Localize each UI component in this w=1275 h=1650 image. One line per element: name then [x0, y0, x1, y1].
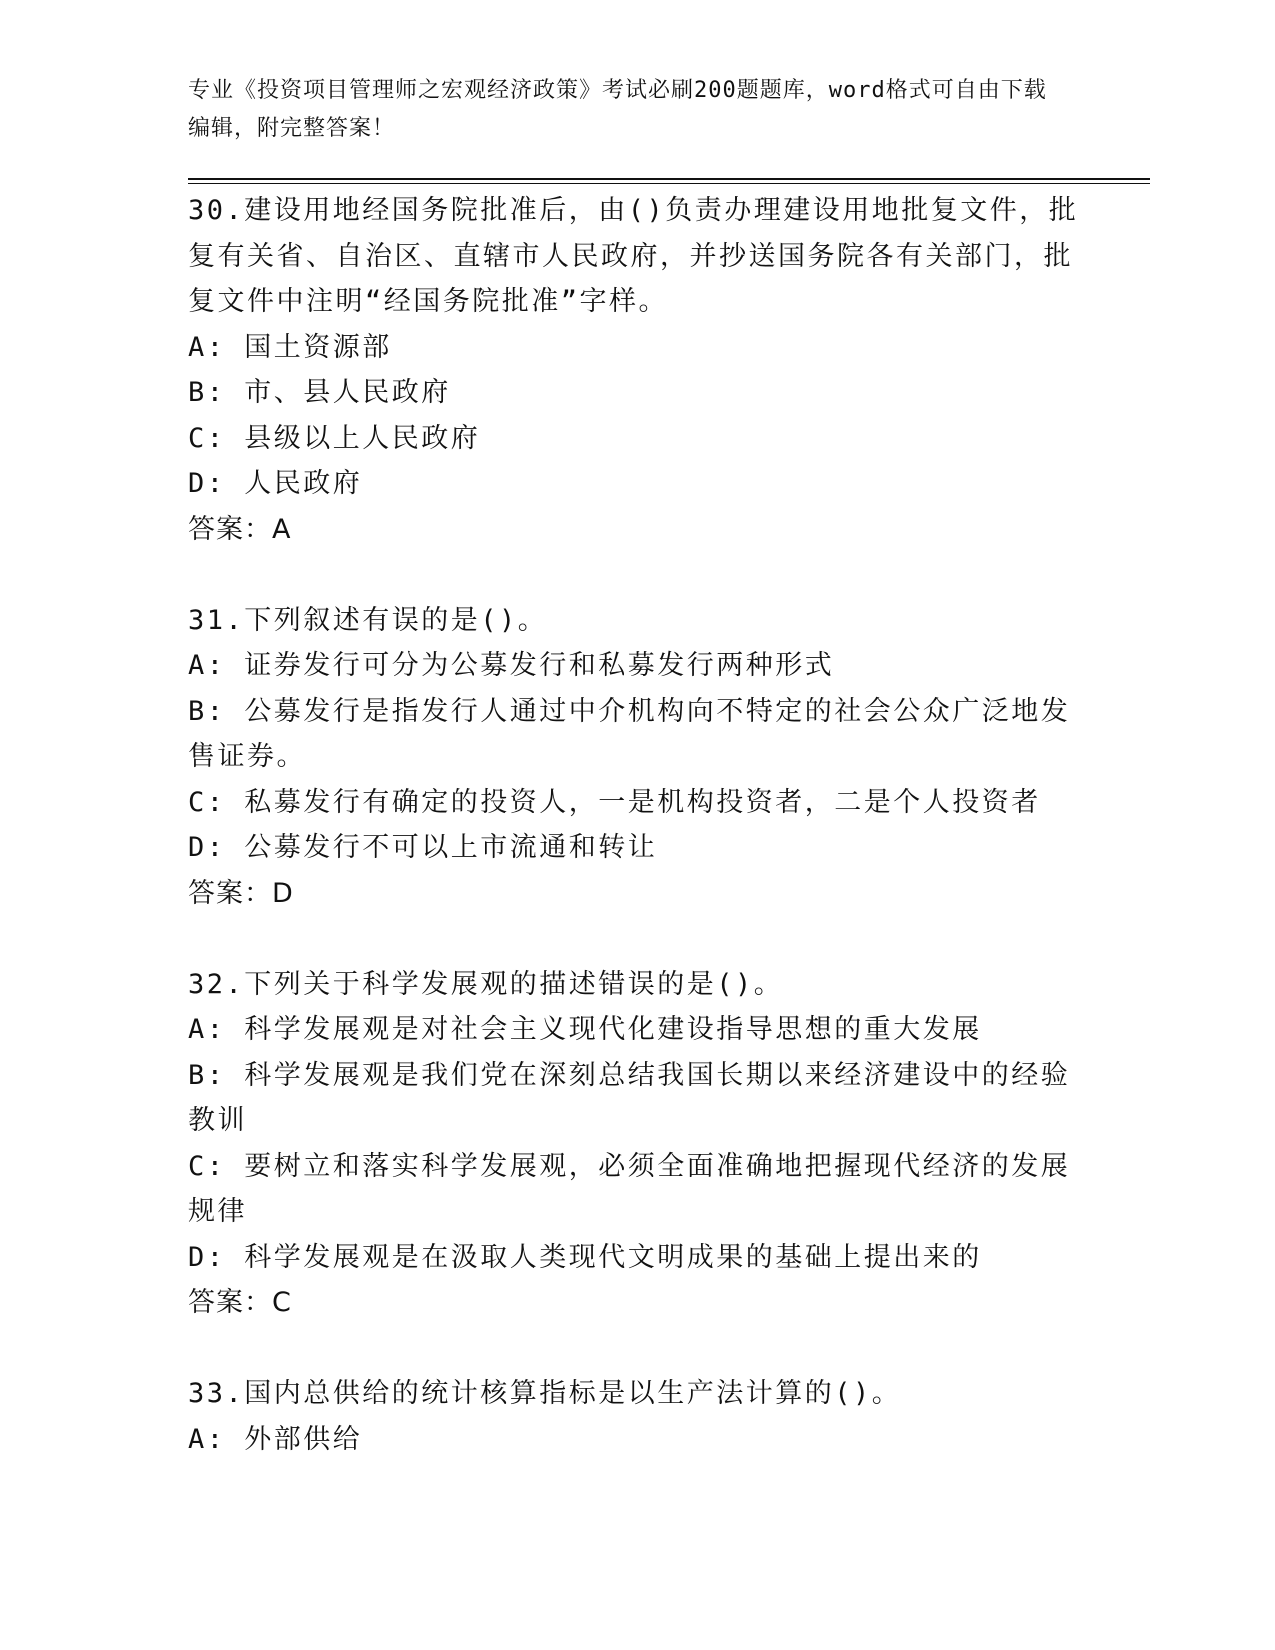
question-stem: 31.下列叙述有误的是()。	[188, 604, 548, 636]
option-c: C: 要树立和落实科学发展观，必须全面准确地把握现代经济的发展规律	[188, 1150, 1071, 1227]
option-a: A: 证券发行可分为公募发行和私募发行两种形式	[188, 650, 835, 681]
question-32	[188, 962, 1088, 1326]
header-divider-thick	[188, 178, 1150, 180]
answer-line: 答案：C	[188, 1287, 292, 1318]
question-stem: 30.建设用地经国务院批准后，由()负责办理建设用地批复文件，批复有关省、自治区、直辖市人民政府，并抄送国务院各有关部门，批复文件中注明“经国务院批准”字样。	[188, 195, 1079, 317]
option-c: C: 私募发行有确定的投资人，一是机构投资者，二是个人投资者	[188, 786, 1041, 818]
option-b: B: 市、县人民政府	[188, 377, 451, 408]
answer-line: 答案：D	[188, 877, 294, 909]
question-stem: 32.下列关于科学发展观的描述错误的是()。	[188, 968, 784, 1000]
question-31	[188, 598, 1088, 917]
option-d: D: 科学发展观是在汲取人类现代文明成果的基础上提出来的	[188, 1241, 982, 1273]
document-header: 专业《投资项目管理师之宏观经济政策》考试必刷200题题库，word格式可自由下载编辑，附完整答案！	[188, 78, 1047, 141]
question-stem: 33.国内总供给的统计核算指标是以生产法计算的()。	[188, 1378, 902, 1409]
option-b: B: 公募发行是指发行人通过中介机构向不特定的社会公众广泛地发售证券。	[188, 695, 1071, 772]
option-a: A: 国土资源部	[188, 331, 392, 363]
option-d: D: 公募发行不可以上市流通和转让	[188, 832, 658, 863]
option-b: B: 科学发展观是我们党在深刻总结我国长期以来经济建设中的经验教训	[188, 1059, 1071, 1136]
option-d: D: 人民政府	[188, 468, 363, 499]
option-a: A: 外部供给	[188, 1423, 363, 1455]
question-30	[188, 188, 1088, 552]
header-divider-thin	[188, 183, 1150, 184]
option-a: A: 科学发展观是对社会主义现代化建设指导思想的重大发展	[188, 1014, 982, 1045]
question-33	[188, 1371, 1088, 1462]
option-c: C: 县级以上人民政府	[188, 422, 481, 454]
answer-line: 答案：A	[188, 513, 292, 545]
question-list	[188, 188, 1088, 1508]
